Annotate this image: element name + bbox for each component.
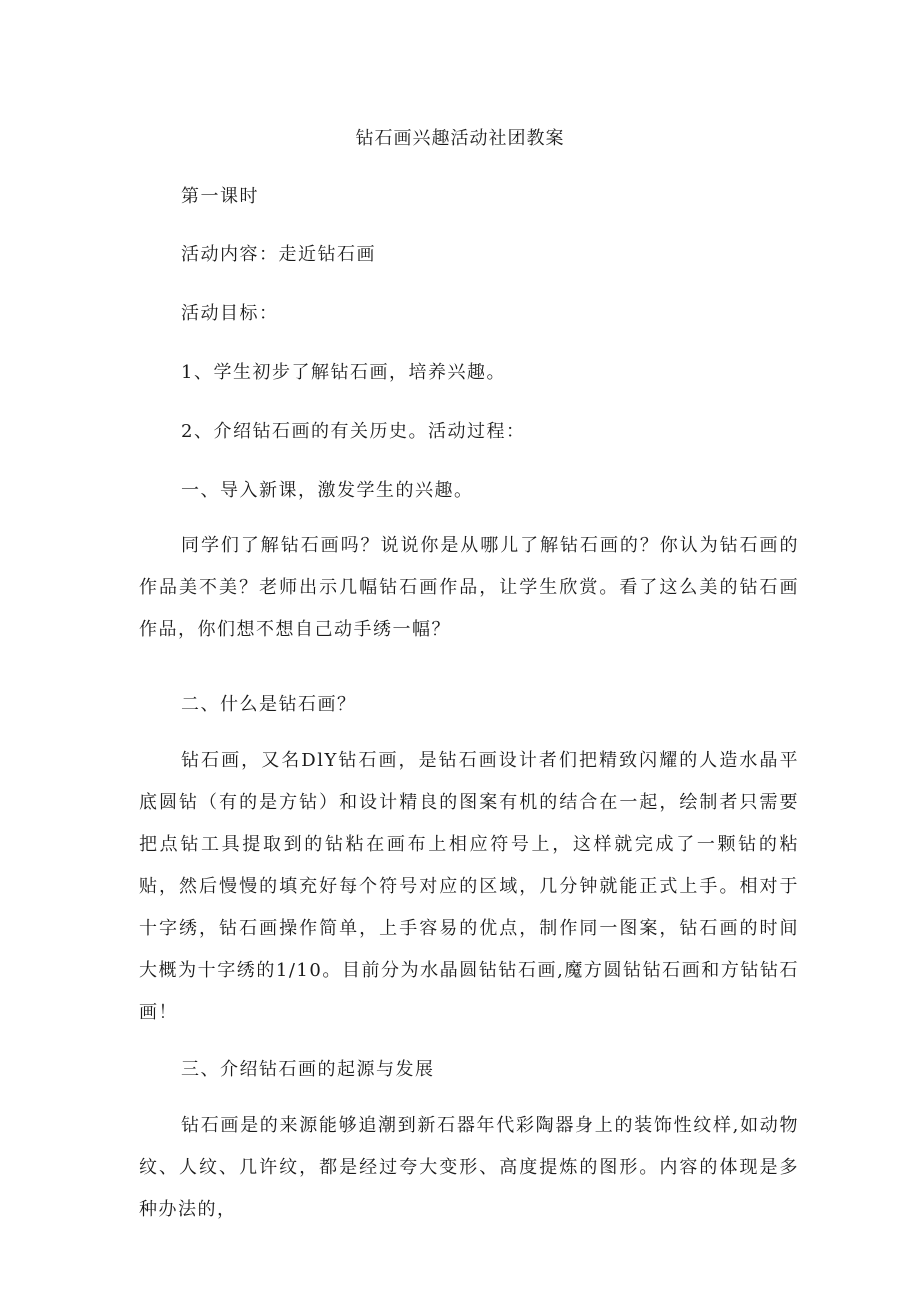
section-3-paragraph: 钻石画是的来源能够追潮到新石器年代彩陶器身上的装饰性纹样,如动物纹、人纹、几许纹，都是经过夸大变形、高度提炼的图形。内容的体现是多种办法的， xyxy=(139,1115,799,1220)
activity-goal-heading: 活动目标： xyxy=(181,303,279,324)
section-3-heading: 三、介绍钻石画的起源与发展 xyxy=(181,1059,435,1080)
section-1-heading: 一、导入新课，激发学生的兴趣。 xyxy=(181,480,474,501)
document-title: 钻石画兴趣活动社团教案 xyxy=(355,128,565,149)
lesson-label: 第一课时 xyxy=(181,186,259,207)
activity-content: 活动内容：走近钻石画 xyxy=(181,244,376,265)
section-1-paragraph: 同学们了解钻石画吗？说说你是从哪儿了解钻石画的？你认为钻石画的作品美不美？老师出示几幅钻石画作品，让学生欣赏。看了这么美的钻石画作品，你们想不想自己动手绣一幅？ xyxy=(139,535,799,640)
goal-item-2: 2、介绍钻石画的有关历史。活动过程： xyxy=(181,421,526,442)
section-2-heading: 二、什么是钻石画？ xyxy=(181,694,357,715)
section-2-paragraph: 钻石画，又名DlY钻石画，是钻石画设计者们把精致闪耀的人造水晶平底圆钻（有的是方钻）和设计精良的图案有机的结合在一起，绘制者只需要把点钻工具提取到的钻粘在画布上相应符号上，这样就完成了一颗钻的粘贴，然后慢慢的填充好每个符号对应的区域，几分钟就能正式上手。相对于十字绣，钻石画操作简单，上手容易的优点，制作同一图案，钻石画的时间大概为十字绣的1/10。目前分为水晶圆钻钻石画,魔方圆钻钻石画和方钻钻石画！ xyxy=(139,750,799,1023)
goal-item-1: 1、学生初步了解钻石画，培养兴趣。 xyxy=(181,362,506,383)
